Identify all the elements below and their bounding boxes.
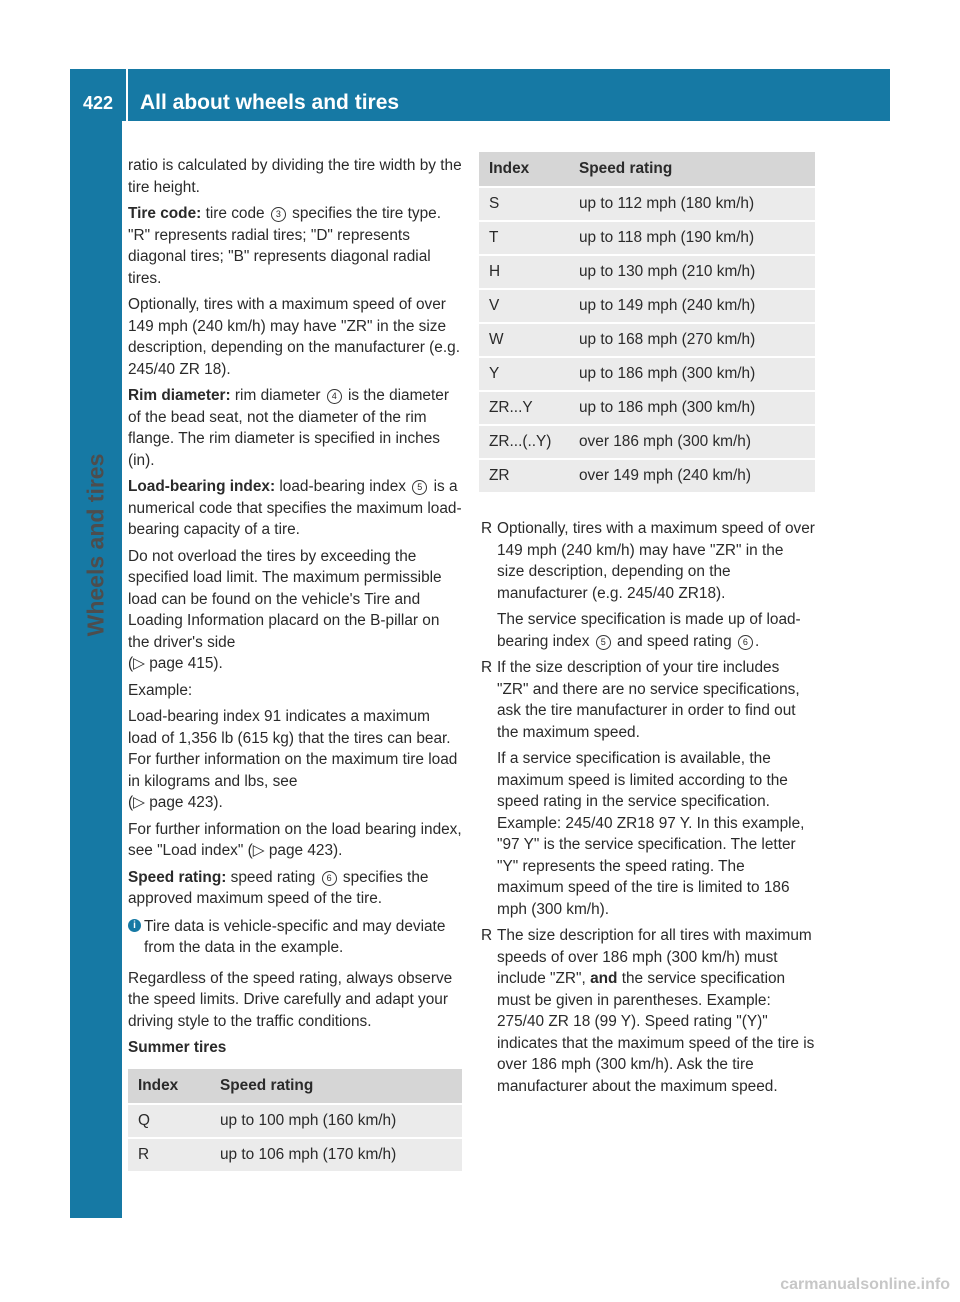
callout-3-icon: 3 bbox=[271, 207, 286, 222]
table-row: H up to 130 mph (210 km/h) bbox=[479, 255, 815, 289]
info-icon: i bbox=[128, 919, 141, 932]
paragraph-ratio: ratio is calculated by dividing the tire width by the tire height. bbox=[128, 157, 462, 196]
table-header-speed-rating: Speed rating bbox=[210, 1069, 462, 1104]
list-item: R Optionally, tires with a maximum speed of over 149 mph (240 km/h) may have "ZR" in the size description, depending on the manufacturer (e.g. 245/40 ZR18). The service specification is made up of load-bearing index 5 and speed rating 6 . bbox=[479, 518, 815, 652]
page-ref-423[interactable]: (▷ page 423). bbox=[128, 794, 223, 811]
table-row: ZR...Y up to 186 mph (300 km/h) bbox=[479, 391, 815, 425]
speed-rating-label: Speed rating: bbox=[128, 868, 227, 886]
list-item-subparagraph: The service specification is made up of load-bearing index 5 and speed rating 6 . bbox=[497, 611, 801, 650]
table-row: T up to 118 mph (190 km/h) bbox=[479, 221, 815, 255]
table-row: W up to 168 mph (270 km/h) bbox=[479, 323, 815, 357]
load-index-label: Load-bearing index: bbox=[128, 478, 276, 495]
watermark: carmanualsonline.info bbox=[780, 1276, 950, 1293]
paragraph-speed-rating: Speed rating: speed rating 6 specifies the approved maximum speed of the tire. bbox=[128, 868, 429, 907]
info-note: i Tire data is vehicle-specific and may deviate from the data in the example. bbox=[128, 916, 462, 959]
side-tab bbox=[70, 121, 122, 1218]
list-item: R The size description for all tires with maximum speeds of over 186 mph (300 km/h) must include "ZR", and the service specification must be given in parentheses. Example: 275/40 ZR 18 (99 Y). Speed rating "(Y)" indicates that the maximum speed of the tire is over 186 mph (300 km/h). Ask the tire manufacturer about the maximum speed. bbox=[481, 927, 815, 1095]
rim-diameter-label: Rim diameter: bbox=[128, 387, 231, 404]
table-row: S up to 112 mph (180 km/h) bbox=[479, 187, 815, 221]
callout-6-icon: 6 bbox=[738, 635, 753, 650]
table-row: ZR over 149 mph (240 km/h) bbox=[479, 459, 815, 493]
list-item: R If the size description of your tire includes "ZR" and there are no service specifications, ask the tire manufacturer in order to find out the maximum speed. If a service specification is available, the maximum speed is limited according to the speed rating in the service specification. Example: 245/40 ZR18 97 Y. In this example, "97 Y" is the service specification. The letter "Y" represents the speed rating. The maximum speed of the tire is limited to 186 mph (300 km/h). bbox=[479, 657, 815, 920]
callout-5-icon: 5 bbox=[596, 635, 611, 650]
table-row: V up to 149 mph (240 km/h) bbox=[479, 289, 815, 323]
page-number: 422 bbox=[82, 93, 114, 113]
right-column bbox=[479, 152, 815, 1102]
bullet-marker: R bbox=[481, 520, 493, 537]
list-item-subparagraph: If a service specification is available, the maximum speed is limited according to the speed rating in the service specification. Example: 245/40 ZR18 97 Y. In this example, "97 Y" is the service specification. The letter "Y" represents the speed rating. The maximum speed of the tire is limited to 186 mph (300 km/h). bbox=[497, 750, 805, 918]
summer-tires-heading: Summer tires bbox=[128, 1039, 227, 1056]
side-tab-label: Wheels and tires bbox=[82, 453, 109, 637]
table-header-index: Index bbox=[479, 152, 569, 187]
table-row: Q up to 100 mph (160 km/h) bbox=[128, 1104, 462, 1138]
paragraph-further-info: For further information on the load bearing index, see "Load index" (▷ page 423). bbox=[128, 820, 462, 859]
table-row: ZR...(..Y) over 186 mph (300 km/h) bbox=[479, 425, 815, 459]
paragraph-optional-zr: Optionally, tires with a maximum speed of over 149 mph (240 km/h) may have "ZR" in the size description, depending on the manufacturer (e.g. 245/40 ZR 18). bbox=[128, 296, 460, 378]
callout-6-icon: 6 bbox=[322, 871, 337, 886]
left-column bbox=[128, 155, 462, 1173]
page-title: All about wheels and tires bbox=[140, 91, 400, 114]
header-divider bbox=[126, 69, 128, 121]
bullet-marker: R bbox=[481, 927, 493, 944]
table-row: Y up to 186 mph (300 km/h) bbox=[479, 357, 815, 391]
summer-speed-table bbox=[128, 1069, 462, 1173]
paragraph-overload: Do not overload the tires by exceeding the specified load limit. The maximum permissible load can be found on the vehicle's Tire and Loading Information placard on the B-pillar on the driver's side (▷ page 415). bbox=[128, 547, 442, 672]
paragraph-load-index: Load-bearing index: load-bearing index 5 is a numerical code that specifies the maximum load-bearing capacity of a tire. bbox=[128, 478, 462, 538]
table-header-row bbox=[479, 152, 815, 187]
paragraph-rim-diameter: Rim diameter: rim diameter 4 is the diameter of the bead seat, not the diameter of the rim flange. The rim diameter is specified in inches (in). bbox=[128, 387, 449, 469]
table-header-speed-rating: Speed rating bbox=[569, 152, 815, 187]
table-header-row bbox=[128, 1069, 462, 1104]
paragraph-example: Example: bbox=[128, 681, 193, 699]
paragraph-load-example: Load-bearing index 91 indicates a maximum load of 1,356 lb (615 kg) that the tires can bear. For further information on the maximum tire load in kilograms and lbs, see (▷ page 423). bbox=[128, 708, 458, 811]
paragraph-tire-code: Tire code: tire code 3 specifies the tire type. "R" represents radial tires; "D" represents diagonal tires; "B" represents diagonal radial tires. bbox=[128, 205, 442, 287]
table-row: R up to 106 mph (170 km/h) bbox=[128, 1138, 462, 1172]
tire-code-label: Tire code: bbox=[128, 205, 202, 222]
bullet-list bbox=[479, 518, 815, 1097]
bullet-marker: R bbox=[481, 659, 493, 676]
callout-5-icon: 5 bbox=[412, 480, 427, 495]
page-ref-415[interactable]: (▷ page 415). bbox=[128, 655, 223, 672]
table-header-index: Index bbox=[128, 1069, 210, 1104]
paragraph-regardless: Regardless of the speed rating, always observe the speed limits. Drive carefully and adapt your driving style to the traffic conditions. bbox=[128, 969, 453, 1030]
callout-4-icon: 4 bbox=[327, 389, 342, 404]
speed-rating-table bbox=[479, 152, 815, 494]
